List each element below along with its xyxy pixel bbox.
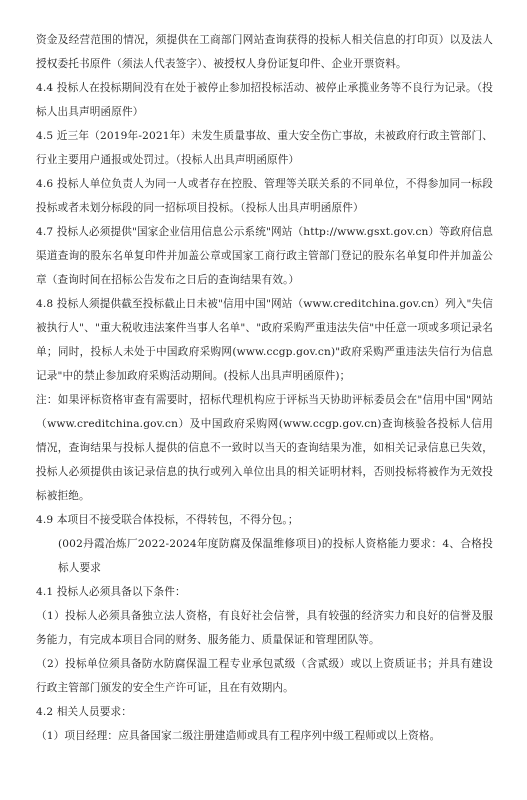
paragraph-4-1-2: （2）投标单位须具备防水防腐保温工程专业承包贰级（含贰级）或以上资质证书；并具有建设行政主管部门颁发的安全生产许可证，且在有效期内。	[36, 658, 493, 694]
paragraph-4-8: 4.8 投标人须提供截至投标截止日未被"信用中国"网站（www.creditchina.gov.cn）列入"失信被执行人"、"重大税收违法案件当事人名单"、"政府采购严重违法失信"中任意一项或多项记录名单；同时，投标人未处于中国政府采购网(www.ccgp.gov.cn)"政府采购严重违法失信行为信息记录"中的禁止参加政府采购活动期间。(投标人出具声明函原件)；	[36, 298, 493, 382]
paragraph-4-4: 4.4 投标人在投标期间没有在处于被停止参加招投标活动、被停止承揽业务等不良行为记录。（投标人出具声明函原件）	[36, 82, 493, 118]
paragraph-4-5: 4.5 近三年（2019年-2021年）未发生质量事故、重大安全伤亡事故，未被政府行政主管部门、行业主要用户通报或处罚过。（投标人出具声明函原件）	[36, 130, 493, 166]
paragraph-note: 注：如果评标资格审查有需要时，招标代理机构应于评标当天协助评标委员会在"信用中国"网站（www.creditchina.gov.cn）及中国政府采购网(www.ccgp.gov.cn)查询核验各投标人信用情况，查询结果与投标人提供的信息不一致时以当天的查询结果为准，如相关记录信息已失效，投标人必须提供由该记录信息的执行或列入单位出具的相关证明材料，否则投标将被作为无效投标被拒绝。	[36, 394, 493, 502]
paragraph-4-1-1: （1）投标人必须具备独立法人资格，有良好社会信誉，具有较强的经济实力和良好的信誉及服务能力，有完成本项目合同的财务、服务能力、质量保证和管理团队等。	[36, 610, 493, 646]
paragraph-4-2: 4.2 相关人员要求：	[36, 706, 133, 718]
paragraph-project-requirements: (002丹霞冶炼厂2022-2024年度防腐及保温维修项目)的投标人资格能力要求：4、合格投标人要求	[58, 538, 493, 574]
paragraph-4-7: 4.7 投标人必须提供"国家企业信用信息公示系统"网站（http://www.gsxt.gov.cn）等政府信息渠道查询的股东名单复印件并加盖公章或国家工商行政主管部门登记的股东名单复印件并加盖公章（查询时间在招标公告发布之日后的查询结果有效。）	[36, 226, 493, 286]
paragraph-4-2-1: （1）项目经理：应具备国家二级注册建造师或具有工程序列中级工程师或以上资格。	[36, 730, 441, 742]
paragraph-4-9: 4.9 本项目不接受联合体投标，不得转包，不得分包。；	[36, 514, 299, 526]
paragraph-4-6: 4.6 投标人单位负责人为同一人或者存在控股、管理等关联关系的不同单位，不得参加同一标段投标或者未划分标段的同一招标项目投标。（投标人出具声明函原件）	[36, 178, 493, 214]
paragraph-4-1: 4.1 投标人必须具备以下条件：	[36, 586, 186, 598]
paragraph-qualification-docs: 资金及经营范围的情况，须提供在工商部门网站查询获得的投标人相关信息的打印页）以及法人授权委托书原件（须法人代表签字）、被授权人身份证复印件、企业开票资料。	[36, 34, 493, 70]
